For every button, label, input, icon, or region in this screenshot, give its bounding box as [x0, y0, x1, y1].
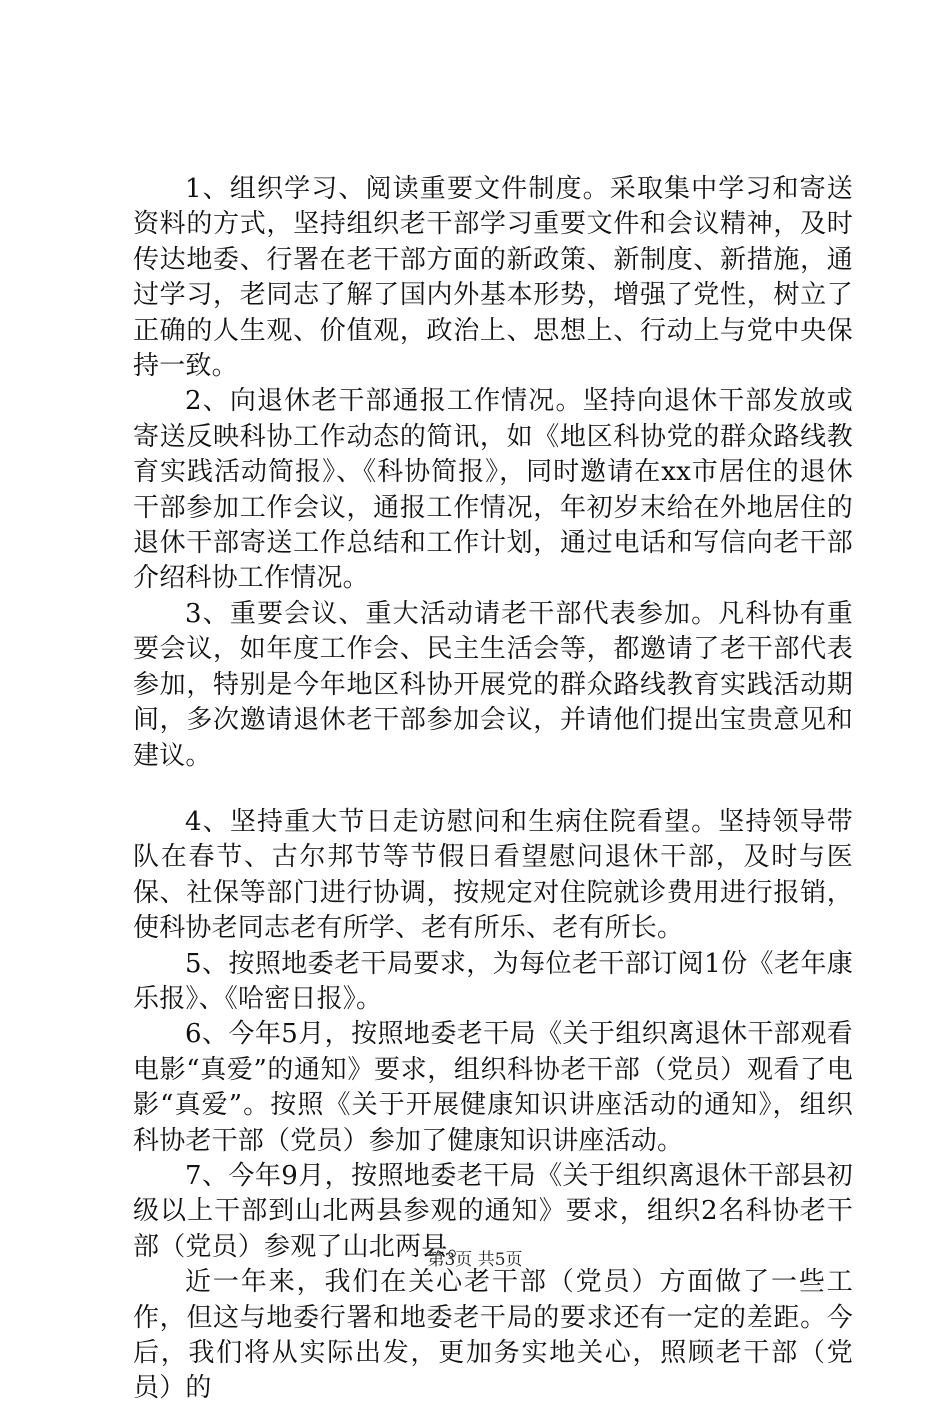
page-footer: 第3页 共5页	[427, 1250, 523, 1270]
paragraph-6: 6、今年5月，按照地委老干局《关于组织离退休干部观看电影“真爱”的通知》要求，组织科协老干部（党员）观看了电影“真爱”。按照《关于开展健康知识讲座活动的通知》，组织科协老干部（党员）参加了健康知识讲座活动。	[133, 1019, 853, 1156]
paragraph-8: 近一年来，我们在关心老干部（党员）方面做了一些工作，但这与地委行署和地委老干局的要求还有一定的差距。今后，我们将从实际出发，更加务实地关心，照顾老干部（党员）的	[133, 1267, 853, 1404]
paragraph-1: 1、组织学习、阅读重要文件制度。采取集中学习和寄送资料的方式，坚持组织老干部学习重要文件和会议精神，及时传达地委、行署在老干部方面的新政策、新制度、新措施，通过学习，老同志了解了国内外基本形势，增强了党性，树立了正确的人生观、价值观，政治上、思想上、行动上与党中央保持一致。	[133, 174, 853, 382]
paragraph-3: 3、重要会议、重大活动请老干部代表参加。凡科协有重要会议，如年度工作会、民主生活会等，都邀请了老干部代表参加，特别是今年地区科协开展党的群众路线教育实践活动期间，多次邀请退休老干部参加会议，并请他们提出宝贵意见和建议。	[133, 598, 853, 771]
paragraph-2: 2、向退休老干部通报工作情况。坚持向退休干部发放或寄送反映科协工作动态的简讯，如《地区科协党的群众路线教育实践活动简报》、《科协简报》，同时邀请在xx市居住的退休干部参加工作会议，通报工作情况，年初岁末给在外地居住的退休干部寄送工作总结和工作计划，通过电话和写信向老干部介绍科协工作情况。	[133, 386, 853, 594]
paragraph-5: 5、按照地委老干局要求，为每位老干部订阅1份《老年康乐报》、《哈密日报》。	[133, 948, 853, 1014]
paragraph-7: 7、今年9月，按照地委老干局《关于组织离退休干部县初级以上干部到山北两县参观的通知》要求，组织2名科协老干部（党员）参观了山北两县。	[133, 1160, 853, 1262]
document-body	[133, 172, 853, 1407]
paragraph-4: 4、坚持重大节日走访慰问和生病住院看望。坚持领导带队在春节、古尔邦节等节假日看望慰问退休干部，及时与医保、社保等部门进行协调，按规定对住院就诊费用进行报销，使科协老同志老有所学、老有所乐、老有所长。	[133, 806, 853, 944]
